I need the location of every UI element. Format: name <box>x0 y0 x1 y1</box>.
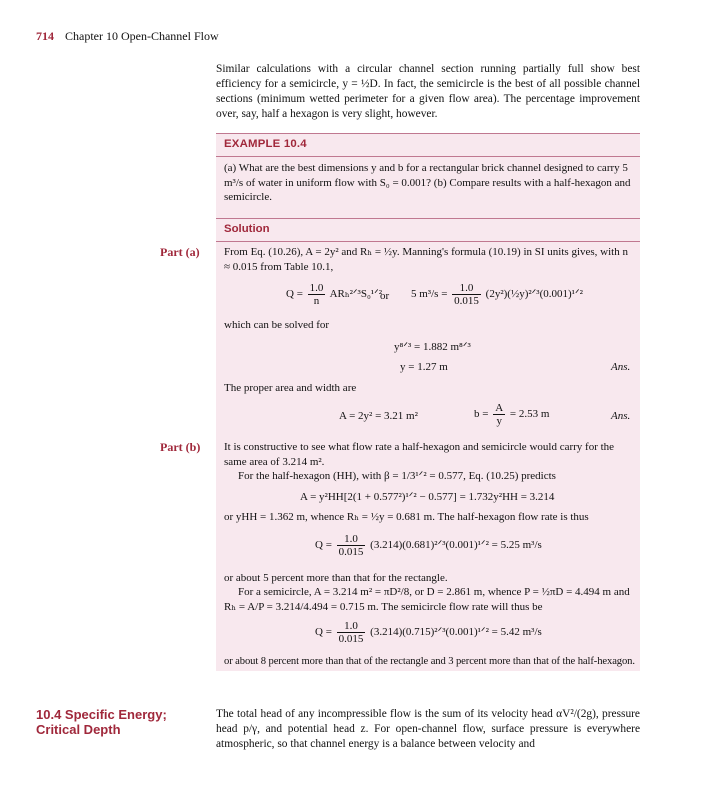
eq-q-hh-lhs: Q = <box>315 539 332 552</box>
part-a-intro: From Eq. (10.26), A = 2y² and Rₕ = ½y. Manning's formula (10.19) in SI units gives, with n ≈ 0.015 from Table 10.1, <box>224 246 628 273</box>
solution-header <box>216 218 640 242</box>
half-hexagon-flow-equation <box>315 533 542 558</box>
eq-q-sc-fraction <box>337 620 366 645</box>
eq-q-hh-fraction <box>337 533 366 558</box>
answer-label-y: Ans. <box>611 361 631 373</box>
eq1-lhs: Q = <box>286 288 303 301</box>
semicircle-flow-equation <box>315 620 542 645</box>
area-equation: A = 2y² = 3.21 m² <box>339 410 418 422</box>
half-hexagon-area-equation: A = y²HH[2(1 + 0.577²)¹ᐟ² − 0.577] = 1.732y²HH = 3.214 <box>300 491 555 503</box>
section-paragraph: The total head of any incompressible flow is the sum of its velocity head αV²/(2g), pressure head p/γ, and potential head z. For open-channel flow, surface pressure is everywhere atmospheric, so that channel energy is a balance between velocity and <box>216 708 640 750</box>
eq2-fraction <box>452 282 481 307</box>
chapter-title: Chapter 10 Open-Channel Flow <box>65 29 219 43</box>
half-hexagon-result: or yHH = 1.362 m, whence Rₕ = ½y = 0.681 m. The half-hexagon flow rate is thus <box>224 511 589 523</box>
eq-q-sc-tail: (3.214)(0.715)²ᐟ³(0.001)¹ᐟ² = 5.42 m³/s <box>370 626 542 639</box>
half-hexagon-compare: or about 5 percent more than that for the rectangle. <box>224 572 448 584</box>
example-title: EXAMPLE 10.4 <box>224 138 307 150</box>
eq1-num: 1.0 <box>309 282 324 294</box>
solved-for-text: which can be solved for <box>224 319 330 331</box>
part-b-label: Part (b) <box>160 440 201 454</box>
eq2-den: 0.015 <box>454 295 479 307</box>
eq-b-den: y <box>496 415 502 427</box>
eq-q-hh-den: 0.015 <box>338 546 364 558</box>
page-number: 714 <box>36 29 54 43</box>
eq-q-hh-num: 1.0 <box>337 533 366 546</box>
eq2-num: 1.0 <box>452 282 481 295</box>
eq1-den: n <box>313 295 320 307</box>
section-title: 10.4 Specific Energy; Critical Depth <box>36 707 167 737</box>
y-power-equation: y⁸ᐟ³ = 1.882 m⁸ᐟ³ <box>394 341 471 353</box>
eq-q-hh-tail: (3.214)(0.681)²ᐟ³(0.001)¹ᐟ² = 5.25 m³/s <box>370 539 542 552</box>
half-hexagon-intro: For the half-hexagon (HH), with β = 1/3¹ᐟ² = 0.577, Eq. (10.25) predicts <box>238 470 556 482</box>
example-problem: (a) What are the best dimensions y and b for a rectangular brick channel designed to carry 5 m³/s of water in uniform flow with S₀ = 0.001? (b) Compare results with a half-hexagon and semicircle. <box>224 162 631 203</box>
semicircle-text: For a semicircle, A = 3.214 m² = πD²/8, or D = 2.861 m, whence P = ½πD = 4.494 m and Rₕ = A/P = 3.214/4.494 = 0.715 m. The semicircle flow rate will thus be <box>224 586 630 613</box>
eq1-fraction <box>308 282 326 307</box>
example-header <box>216 133 640 157</box>
eq-q-sc-num: 1.0 <box>337 620 366 633</box>
width-equation <box>474 402 549 427</box>
eq1-tail: ARₕ²ᐟ³S₀¹ᐟ² <box>329 288 383 301</box>
area-width-text: The proper area and width are <box>224 382 357 394</box>
y-result: y = 1.27 m <box>400 361 448 373</box>
final-comparison: or about 8 percent more than that of the rectangle and 3 percent more than that of the half-hexagon. <box>224 656 635 667</box>
eq-q-sc-lhs: Q = <box>315 626 332 639</box>
eq-b-lhs: b = <box>474 408 489 421</box>
part-b-intro: It is constructive to see what flow rate a half-hexagon and semicircle would carry for the same area of 3.214 m². <box>224 441 615 468</box>
eq-q-sc-den: 0.015 <box>338 633 364 645</box>
eq2-tail: (2y²)(½y)²ᐟ³(0.001)¹ᐟ² <box>485 288 583 301</box>
manning-equation <box>286 282 382 307</box>
eq2-lhs: 5 m³/s = <box>411 288 448 301</box>
intro-paragraph: Similar calculations with a circular channel section running partially full show best efficiency for a semicircle, y = ½D. In fact, the semicircle is the best of all possible channel sections (minimum wetted perimeter for a given flow area). The percentage improvement over, say, half a hexagon is very slight, however. <box>216 63 640 120</box>
page-header <box>36 29 219 44</box>
answer-label-b: Ans. <box>611 410 631 422</box>
solution-title: Solution <box>224 223 270 235</box>
manning-substituted <box>411 282 583 307</box>
eq-b-tail: = 2.53 m <box>509 408 550 421</box>
part-a-label: Part (a) <box>160 245 200 259</box>
or-word: or <box>380 290 390 302</box>
eq-b-fraction <box>493 402 505 427</box>
eq-b-num: A <box>495 402 504 414</box>
